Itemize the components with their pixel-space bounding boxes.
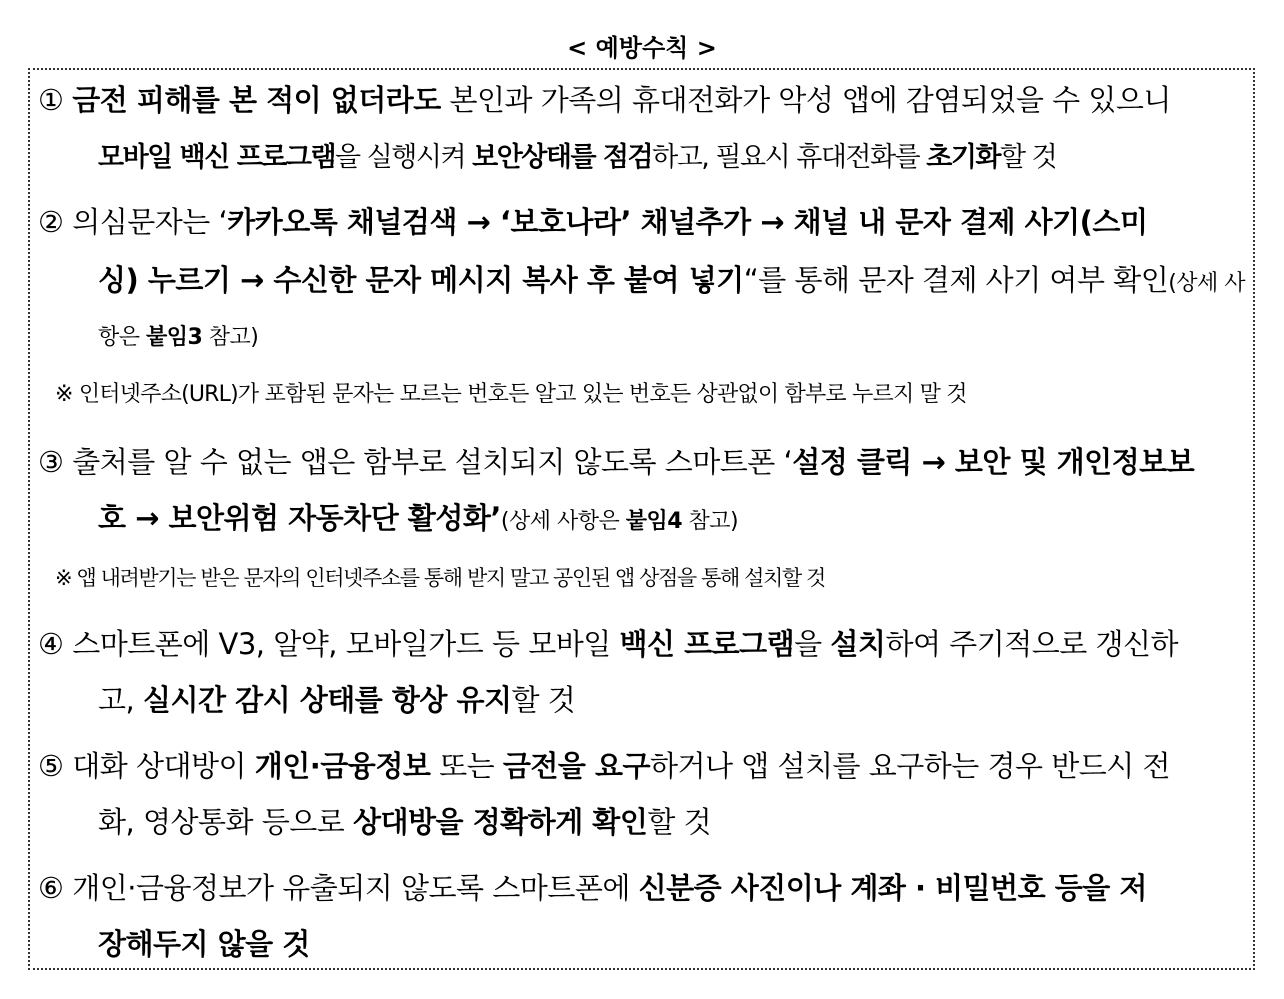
item-1-text-2: 을 실행시켜 bbox=[335, 142, 473, 173]
item-6-line-2 bbox=[98, 922, 310, 963]
item-1-line-1 bbox=[38, 78, 1254, 119]
item-2-line-3 bbox=[98, 320, 258, 351]
item-3-number: ③ bbox=[38, 445, 64, 479]
item-2-text-1: 의심문자는 ‘ bbox=[63, 205, 228, 239]
item-3-line-1 bbox=[38, 440, 1254, 481]
item-1-bold-4: 초기화 bbox=[926, 142, 1001, 173]
note-2: ※ 앱 내려받기는 받은 문자의 인터넷주소를 통해 받지 말고 공인된 앱 상점을 통해 설치할 것 bbox=[55, 566, 825, 590]
item-4-text-5: 할 것 bbox=[511, 683, 576, 717]
item-1-text-4: 할 것 bbox=[1000, 142, 1057, 173]
item-5-text-3: 하거나 앱 설치를 요구하는 경우 반드시 전 bbox=[650, 749, 1171, 783]
item-6-bold-2: 장해두지 않을 것 bbox=[98, 927, 310, 961]
item-5-bold-1: 개인·금융정보 bbox=[254, 749, 431, 783]
item-4-text-1: 스마트폰에 V3, 알약, 모바일가드 등 모바일 bbox=[63, 627, 620, 661]
item-4-line-2 bbox=[98, 678, 575, 719]
item-4-bold-3: 실시간 감시 상태를 항상 유지 bbox=[142, 683, 512, 717]
note-1: ※ 인터넷주소(URL)가 포함된 문자는 모르는 번호든 알고 있는 번호든 상관없이 함부로 누르지 말 것 bbox=[55, 382, 967, 407]
item-5-bold-2: 금전을 요구 bbox=[502, 749, 650, 783]
item-5-text-2: 또는 bbox=[430, 749, 503, 783]
item-5-line-2 bbox=[98, 800, 711, 841]
item-4-bold-1: 백신 프로그램 bbox=[619, 627, 795, 661]
item-2-detail-3: 참고) bbox=[202, 325, 259, 350]
item-4-number: ④ bbox=[38, 627, 64, 661]
item-1-number: ① bbox=[38, 83, 64, 117]
item-2-text-2: “를 통해 문자 결제 사기 여부 확인 bbox=[743, 263, 1169, 297]
item-3-detail-2: 참고) bbox=[682, 509, 739, 534]
item-4-bold-2: 설치 bbox=[830, 627, 886, 661]
item-3-attachment-ref: 붙임4 bbox=[625, 509, 683, 534]
item-5-bold-3: 상대방을 정확하게 확인 bbox=[353, 805, 648, 839]
item-1-bold-1: 금전 피해를 본 적이 없더라도 bbox=[72, 83, 441, 117]
item-2-number: ② bbox=[38, 205, 64, 239]
item-2-bold-1: 카카오톡 채널검색 → ‘보호나라’ 채널추가 → 채널 내 문자 결제 사기(스미 bbox=[227, 205, 1148, 239]
item-1-bold-2: 모바일 백신 프로그램 bbox=[98, 142, 336, 173]
item-5-number: ⑤ bbox=[38, 749, 64, 783]
item-1-bold-3: 보안상태를 점검 bbox=[472, 142, 653, 173]
item-6-line-1 bbox=[38, 866, 1254, 907]
item-4-text-2: 을 bbox=[794, 627, 831, 661]
item-3-bold-1: 설정 클릭 → 보안 및 개인정보보 bbox=[792, 445, 1195, 479]
item-3-bold-2: 호 → 보안위험 자동차단 활성화’ bbox=[98, 501, 501, 535]
item-6-bold-1: 신분증 사진이나 계좌 · 비밀번호 등을 저 bbox=[638, 871, 1147, 905]
item-1-text-1: 본인과 가족의 휴대전화가 악성 앱에 감염되었을 수 있으니 bbox=[440, 83, 1171, 117]
item-4-line-1 bbox=[38, 622, 1254, 663]
item-1-line-2 bbox=[98, 135, 1056, 174]
item-2-detail-1: (상세 사 bbox=[1168, 271, 1246, 296]
item-2-line-1 bbox=[38, 200, 1254, 241]
item-5-text-4: 화, 영상통화 등으로 bbox=[98, 805, 353, 839]
item-5-text-1: 대화 상대방이 bbox=[63, 749, 255, 783]
item-2-attachment-ref: 붙임3 bbox=[146, 325, 203, 350]
item-2-line-2 bbox=[98, 258, 1254, 299]
item-2-bold-2: 싱) 누르기 → 수신한 문자 메시지 복사 후 붙여 넣기 bbox=[98, 263, 744, 297]
item-3-text-1: 출처를 알 수 없는 앱은 함부로 설치되지 않도록 스마트폰 ‘ bbox=[63, 445, 793, 479]
item-2-detail-2: 항은 bbox=[98, 325, 146, 350]
item-4-text-4: 고, bbox=[98, 683, 143, 717]
item-6-number: ⑥ bbox=[38, 871, 64, 905]
item-5-line-1 bbox=[38, 744, 1254, 785]
item-3-line-2 bbox=[98, 496, 738, 537]
page-title: < 예방수칙 > bbox=[567, 34, 717, 62]
item-5-text-5: 할 것 bbox=[647, 805, 712, 839]
item-4-text-3: 하여 주기적으로 갱신하 bbox=[885, 627, 1179, 661]
item-6-text-1: 개인·금융정보가 유출되지 않도록 스마트폰에 bbox=[63, 871, 639, 905]
item-1-text-3: 하고, 필요시 휴대전화를 bbox=[652, 142, 927, 173]
item-3-detail-1: (상세 사항은 bbox=[500, 509, 626, 534]
